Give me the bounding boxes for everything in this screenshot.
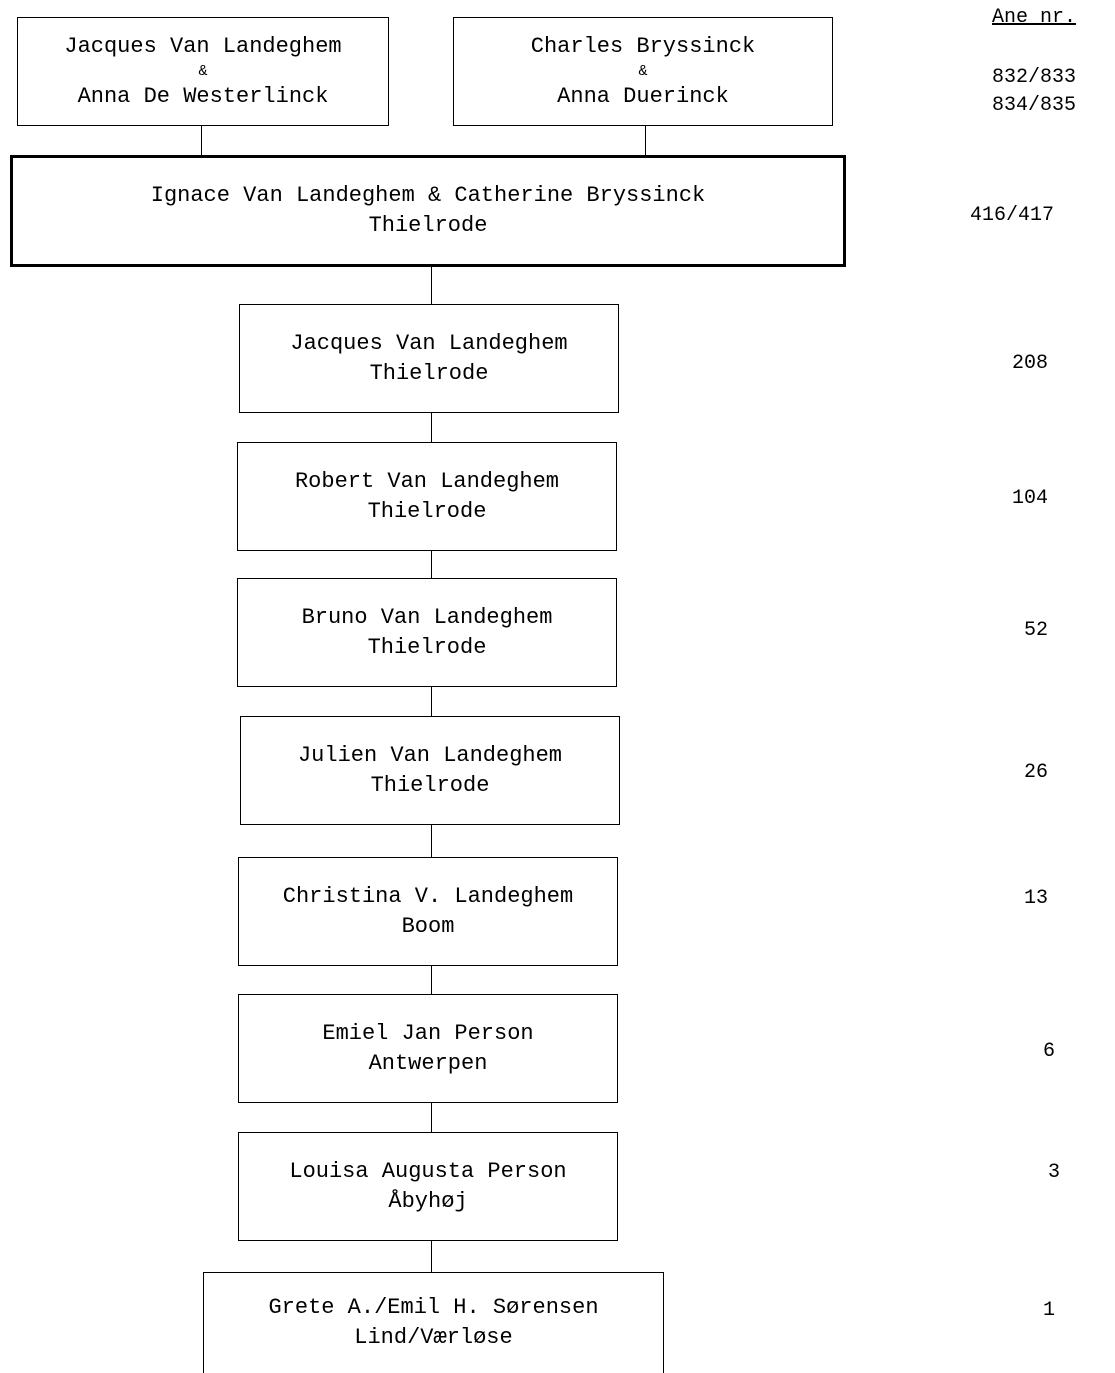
person-place: Åbyhøj [388,1188,468,1214]
person-name: Julien Van Landeghem [297,742,563,768]
connector-line [645,126,646,157]
person-name: Jacques Van Landeghem [290,330,568,356]
generation-box-416-417 [10,155,846,267]
connector-line [431,687,432,717]
person-name: Jacques Van Landeghem [64,33,342,59]
person-name: Christina V. Landeghem [282,883,574,909]
ane-number: 13 [1024,887,1049,910]
connector-line [431,1241,432,1273]
ane-number: 834/835 [992,94,1077,117]
connector-line [431,413,432,443]
ampersand: & [638,62,648,80]
person-place: Thielrode [367,498,487,524]
connector-line [431,825,432,858]
person-name: Emiel Jan Person [322,1020,534,1046]
connector-line [431,966,432,995]
person-name: Grete A./Emil H. Sørensen [268,1295,599,1320]
ane-number: 1 [1043,1299,1056,1322]
generation-box-104 [237,442,617,551]
generation-box-6 [238,994,618,1103]
generation-box-3 [238,1132,618,1241]
generation-box-13 [238,857,618,966]
parent-couple-box-right [453,17,833,126]
ane-number: 3 [1048,1161,1061,1184]
parent-couple-box-left [17,17,389,126]
person-name: Anna De Westerlinck [77,83,329,109]
person-place: Antwerpen [368,1050,488,1076]
person-name: Louisa Augusta Person [289,1158,567,1184]
ane-number: 6 [1043,1040,1056,1063]
person-place: Thielrode [367,634,487,660]
ane-number: 26 [1024,761,1049,784]
person-name: Bruno Van Landeghem [301,604,553,630]
generation-box-1 [203,1272,664,1373]
ane-number: 416/417 [970,204,1055,227]
person-place: Thielrode [368,213,488,238]
generation-box-208 [239,304,619,413]
generation-box-52 [237,578,617,687]
person-name: Robert Van Landeghem [294,468,560,494]
ampersand: & [198,62,208,80]
person-place: Thielrode [369,360,489,386]
ane-number: 832/833 [992,66,1077,89]
connector-line [431,551,432,579]
ane-number: 52 [1024,619,1049,642]
ane-number: 208 [1012,352,1049,375]
ane-number: 104 [1012,487,1049,510]
generation-box-26 [240,716,620,825]
person-place: Thielrode [370,772,490,798]
column-header-ane-nr: Ane nr. [992,6,1077,29]
person-name: Ignace Van Landeghem & Catherine Bryssinck [150,183,706,208]
person-name: Anna Duerinck [557,83,729,109]
connector-line [431,1103,432,1133]
connector-line [431,267,432,305]
person-name: Charles Bryssinck [530,33,756,59]
connector-line [201,126,202,157]
person-place: Lind/Værløse [354,1325,513,1350]
person-place: Boom [401,913,455,939]
